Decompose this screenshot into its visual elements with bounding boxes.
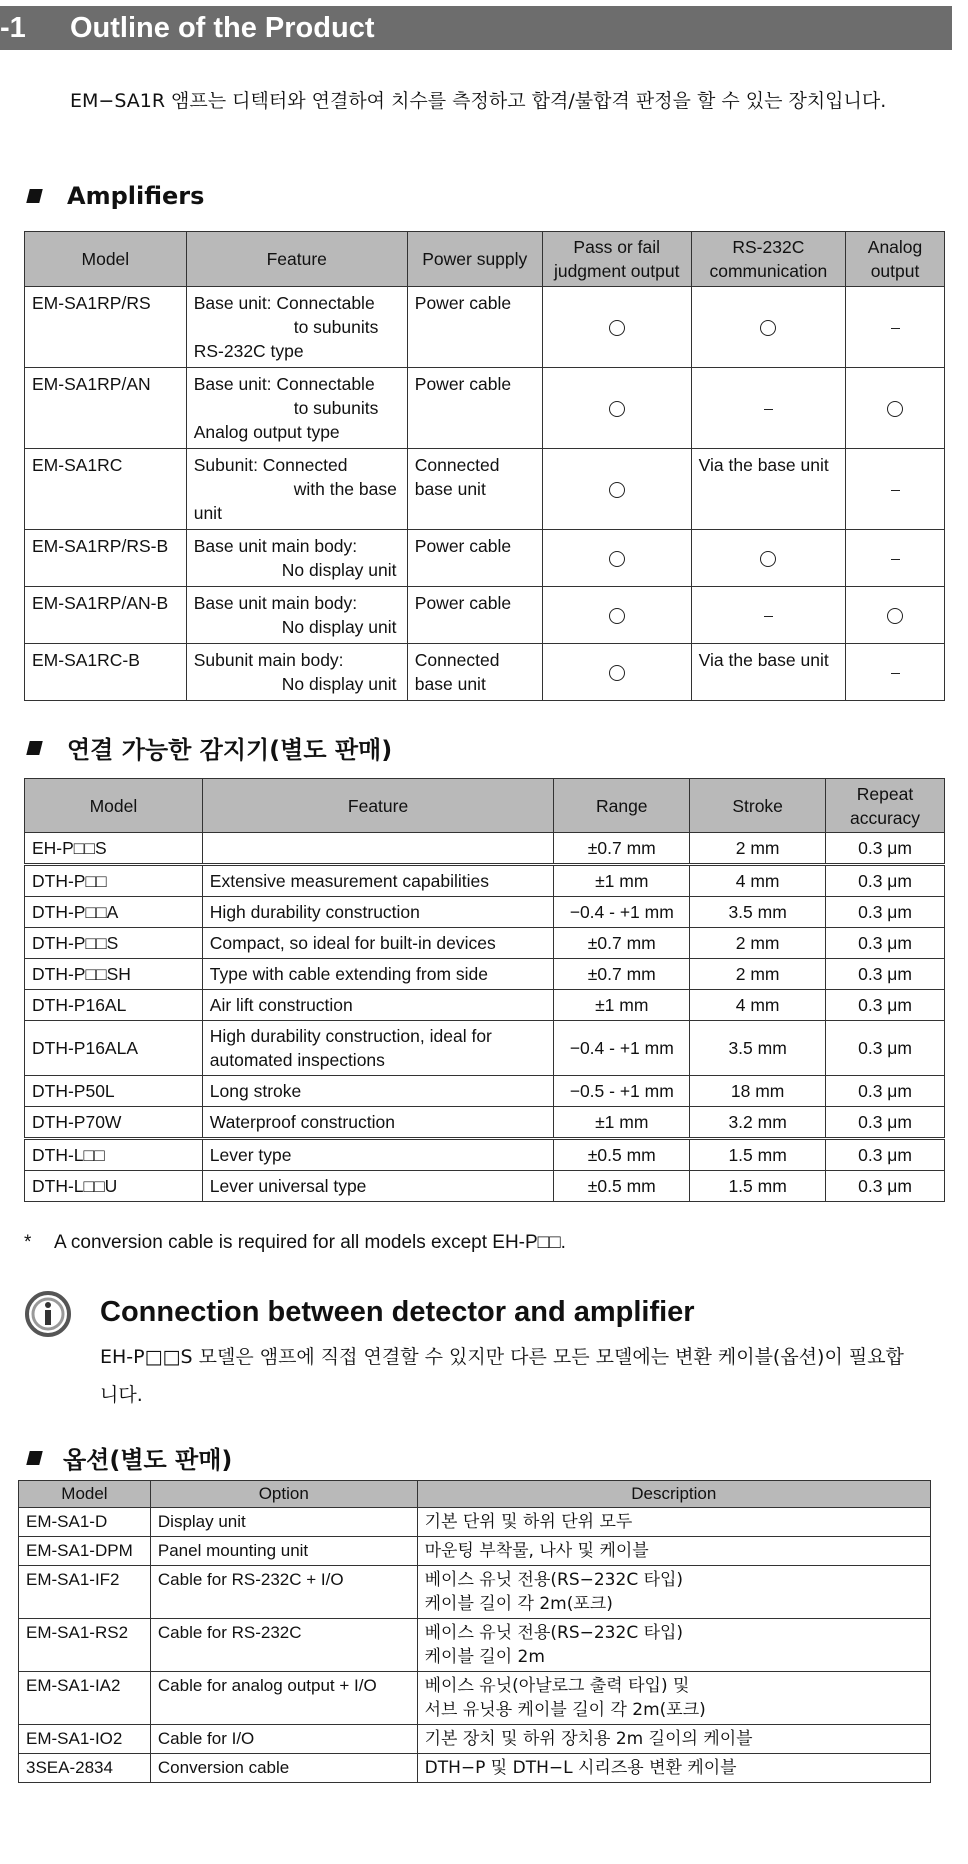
feature-cell: High durability construction, ideal for automated inspections <box>202 1021 554 1076</box>
dash-mark-icon <box>764 409 773 410</box>
table-row <box>25 1107 945 1139</box>
feature-sub: No display unit <box>281 617 397 637</box>
feature-cell <box>202 833 554 865</box>
accuracy-cell: 0.3 μm <box>826 1107 945 1139</box>
accuracy-cell: 0.3 μm <box>826 928 945 959</box>
table-row <box>25 530 945 587</box>
accuracy-cell: 0.3 μm <box>826 1171 945 1202</box>
sensors-heading <box>28 730 392 765</box>
column-header: Stroke <box>690 779 826 833</box>
feature-cell: Lever type <box>202 1139 554 1171</box>
pass-fail-cell <box>542 287 691 368</box>
dash-mark-icon <box>891 673 900 674</box>
description-line: 기본 장치 및 하위 장치용 2m 길이의 케이블 <box>424 1729 753 1749</box>
range-cell: ±1 mm <box>554 1107 690 1139</box>
power-cell: Power cable <box>407 287 542 368</box>
circle-mark-icon <box>609 320 625 336</box>
accuracy-cell: 0.3 μm <box>826 865 945 897</box>
accuracy-cell: 0.3 μm <box>826 897 945 928</box>
rs232-cell <box>691 587 845 644</box>
analog-cell <box>846 644 945 701</box>
feature-main: Base unit: Connectable <box>193 374 375 394</box>
option-cell: Conversion cable <box>150 1754 417 1783</box>
info-icon <box>24 1290 72 1338</box>
stroke-cell: 1.5 mm <box>690 1171 826 1202</box>
table-row <box>25 928 945 959</box>
accuracy-cell: 0.3 μm <box>826 1139 945 1171</box>
feature-extra: Analog output type <box>193 422 340 442</box>
section-header <box>0 6 952 50</box>
feature-sub: to subunits <box>293 317 379 337</box>
accuracy-cell: 0.3 μm <box>826 990 945 1021</box>
rs232-cell: Via the base unit <box>691 449 845 530</box>
dash-mark-icon <box>764 616 773 617</box>
model-cell: EM-SA1-IA2 <box>19 1672 151 1725</box>
column-header: Power supply <box>407 232 542 287</box>
description-line: 케이블 길이 2m <box>424 1647 545 1667</box>
feature-main: Base unit main body: <box>193 593 358 613</box>
table-row <box>19 1566 931 1619</box>
table-row <box>25 368 945 449</box>
feature-cell: Long stroke <box>202 1076 554 1107</box>
option-cell: Cable for analog output + I/O <box>150 1672 417 1725</box>
description-cell <box>417 1725 930 1754</box>
analog-cell <box>846 587 945 644</box>
circle-mark-icon <box>609 665 625 681</box>
model-cell: DTH-P16ALA <box>25 1021 203 1076</box>
model-cell: DTH-L□□ <box>25 1139 203 1171</box>
table-header-row <box>19 1481 931 1508</box>
circle-mark-icon <box>760 551 776 567</box>
model-cell: EM-SA1-RS2 <box>19 1619 151 1672</box>
analog-cell <box>846 368 945 449</box>
table-row <box>25 990 945 1021</box>
table-row <box>19 1508 931 1537</box>
model-cell: 3SEA-2834 <box>19 1754 151 1783</box>
column-header: Analog output <box>846 232 945 287</box>
circle-mark-icon <box>609 482 625 498</box>
description-cell <box>417 1508 930 1537</box>
model-cell: EM-SA1RP/RS-B <box>25 530 187 587</box>
option-cell: Cable for RS-232C <box>150 1619 417 1672</box>
feature-sub: with the base <box>293 479 397 499</box>
feature-cell: Air lift construction <box>202 990 554 1021</box>
accuracy-cell: 0.3 μm <box>826 959 945 990</box>
table-row <box>25 449 945 530</box>
pass-fail-cell <box>542 644 691 701</box>
table-header-row <box>25 779 945 833</box>
range-cell: ±0.7 mm <box>554 959 690 990</box>
stroke-cell: 3.5 mm <box>690 1021 826 1076</box>
model-cell: EM-SA1-DPM <box>19 1537 151 1566</box>
table-row <box>25 587 945 644</box>
column-header: Model <box>25 232 187 287</box>
options-heading <box>28 1440 232 1475</box>
range-cell: ±1 mm <box>554 865 690 897</box>
column-header: Repeat accuracy <box>826 779 945 833</box>
pass-fail-cell <box>542 449 691 530</box>
column-header: Range <box>554 779 690 833</box>
footnote <box>24 1232 566 1254</box>
power-cell: Connected base unit <box>407 449 542 530</box>
amplifiers-heading-text: Amplifiers <box>67 182 205 210</box>
stroke-cell: 1.5 mm <box>690 1139 826 1171</box>
model-cell: DTH-L□□U <box>25 1171 203 1202</box>
bullet-square-icon <box>26 741 42 755</box>
pass-fail-cell <box>542 368 691 449</box>
circle-mark-icon <box>609 608 625 624</box>
circle-mark-icon <box>887 608 903 624</box>
description-line: 케이블 길이 각 2m(포크) <box>424 1594 613 1614</box>
model-cell: EM-SA1-D <box>19 1508 151 1537</box>
model-cell: EM-SA1RC <box>25 449 187 530</box>
description-cell <box>417 1537 930 1566</box>
feature-cell: Waterproof construction <box>202 1107 554 1139</box>
column-header: Description <box>417 1481 930 1508</box>
option-cell: Panel mounting unit <box>150 1537 417 1566</box>
power-cell: Power cable <box>407 587 542 644</box>
table-row <box>19 1672 931 1725</box>
model-cell: DTH-P16AL <box>25 990 203 1021</box>
description-line: 베이스 유닛(아날로그 출력 타입) 및 <box>424 1676 690 1696</box>
option-cell: Cable for I/O <box>150 1725 417 1754</box>
feature-cell: Type with cable extending from side <box>202 959 554 990</box>
pass-fail-cell <box>542 587 691 644</box>
footnote-mark: * <box>24 1232 32 1253</box>
accuracy-cell: 0.3 μm <box>826 1021 945 1076</box>
column-header: Model <box>25 779 203 833</box>
option-cell: Cable for RS-232C + I/O <box>150 1566 417 1619</box>
feature-extra: RS-232C type <box>193 341 304 361</box>
table-row <box>25 1021 945 1076</box>
accuracy-cell: 0.3 μm <box>826 833 945 865</box>
description-line: 베이스 유닛 전용(RS−232C 타입) <box>424 1623 684 1643</box>
table-row <box>25 959 945 990</box>
feature-cell <box>186 449 407 530</box>
amplifiers-heading <box>28 182 204 210</box>
model-cell: DTH-P□□A <box>25 897 203 928</box>
amplifiers-table <box>24 231 945 701</box>
feature-main: Base unit: Connectable <box>193 293 375 313</box>
feature-main: Subunit: Connected <box>193 455 348 475</box>
model-cell: EM-SA1RP/AN <box>25 368 187 449</box>
section-number: -1 <box>0 12 26 44</box>
column-header: Feature <box>186 232 407 287</box>
stroke-cell: 3.5 mm <box>690 897 826 928</box>
rs232-cell: Via the base unit <box>691 644 845 701</box>
analog-cell <box>846 449 945 530</box>
feature-cell: High durability construction <box>202 897 554 928</box>
model-cell: EM-SA1-IF2 <box>19 1566 151 1619</box>
stroke-cell: 2 mm <box>690 959 826 990</box>
feature-cell <box>186 530 407 587</box>
info-title: Connection between detector and amplifier <box>100 1296 695 1328</box>
description-line: 기본 단위 및 하위 단위 모두 <box>424 1512 633 1532</box>
range-cell: ±0.5 mm <box>554 1171 690 1202</box>
model-cell: DTH-P□□SH <box>25 959 203 990</box>
model-cell: EM-SA1RC-B <box>25 644 187 701</box>
stroke-cell: 4 mm <box>690 865 826 897</box>
options-table <box>18 1480 931 1783</box>
range-cell: −0.4 - +1 mm <box>554 1021 690 1076</box>
range-cell: ±1 mm <box>554 990 690 1021</box>
stroke-cell: 3.2 mm <box>690 1107 826 1139</box>
table-row <box>19 1754 931 1783</box>
dash-mark-icon <box>891 559 900 560</box>
feature-cell <box>186 644 407 701</box>
model-cell: DTH-P50L <box>25 1076 203 1107</box>
feature-cell: Extensive measurement capabilities <box>202 865 554 897</box>
description-cell <box>417 1566 930 1619</box>
option-cell: Display unit <box>150 1508 417 1537</box>
description-line: DTH−P 및 DTH−L 시리즈용 변환 케이블 <box>424 1758 737 1778</box>
feature-cell <box>186 287 407 368</box>
circle-mark-icon <box>609 401 625 417</box>
rs232-cell <box>691 287 845 368</box>
description-line: 서브 유닛용 케이블 길이 각 2m(포크) <box>424 1700 706 1720</box>
feature-main: Subunit main body: <box>193 650 344 670</box>
table-row <box>19 1725 931 1754</box>
feature-cell: Lever universal type <box>202 1171 554 1202</box>
table-header-row <box>25 232 945 287</box>
circle-mark-icon <box>887 401 903 417</box>
description-cell <box>417 1619 930 1672</box>
rs232-cell <box>691 368 845 449</box>
description-line: 베이스 유닛 전용(RS−232C 타입) <box>424 1570 684 1590</box>
stroke-cell: 18 mm <box>690 1076 826 1107</box>
footnote-text: A conversion cable is required for all models except EH-P□□. <box>54 1232 566 1253</box>
feature-sub: No display unit <box>281 674 397 694</box>
info-text: EH-P□□S 모델은 앰프에 직접 연결할 수 있지만 다른 모든 모델에는 변환 케이블(옵션)이 필요합니다. <box>100 1346 904 1406</box>
table-row <box>25 287 945 368</box>
stroke-cell: 4 mm <box>690 990 826 1021</box>
table-row <box>25 897 945 928</box>
power-cell: Power cable <box>407 530 542 587</box>
analog-cell <box>846 287 945 368</box>
description-line: 마운팅 부착물, 나사 및 케이블 <box>424 1541 649 1561</box>
accuracy-cell: 0.3 μm <box>826 1076 945 1107</box>
column-header: Pass or fail judgment output <box>542 232 691 287</box>
range-cell: −0.4 - +1 mm <box>554 897 690 928</box>
table-row <box>25 833 945 865</box>
dash-mark-icon <box>891 328 900 329</box>
power-cell: Connected base unit <box>407 644 542 701</box>
table-row <box>19 1619 931 1672</box>
feature-sub: No display unit <box>281 560 397 580</box>
feature-sub: to subunits <box>293 398 379 418</box>
model-cell: DTH-P□□ <box>25 865 203 897</box>
column-header: Option <box>150 1481 417 1508</box>
model-cell: EM-SA1RP/RS <box>25 287 187 368</box>
feature-cell <box>186 587 407 644</box>
rs232-cell <box>691 530 845 587</box>
sensors-table <box>24 778 945 1202</box>
model-cell: DTH-P70W <box>25 1107 203 1139</box>
column-header: Feature <box>202 779 554 833</box>
column-header: RS-232C communication <box>691 232 845 287</box>
dash-mark-icon <box>891 490 900 491</box>
feature-cell: Compact, so ideal for built-in devices <box>202 928 554 959</box>
sensors-heading-text: 연결 가능한 감지기(별도 판매) <box>67 736 393 764</box>
stroke-cell: 2 mm <box>690 833 826 865</box>
bullet-square-icon <box>26 1451 42 1465</box>
range-cell: −0.5 - +1 mm <box>554 1076 690 1107</box>
section-title: Outline of the Product <box>70 12 375 44</box>
range-cell: ±0.5 mm <box>554 1139 690 1171</box>
range-cell: ±0.7 mm <box>554 928 690 959</box>
bullet-square-icon <box>26 189 42 203</box>
table-row <box>25 865 945 897</box>
stroke-cell: 2 mm <box>690 928 826 959</box>
pass-fail-cell <box>542 530 691 587</box>
model-cell: DTH-P□□S <box>25 928 203 959</box>
model-cell: EM-SA1RP/AN-B <box>25 587 187 644</box>
intro-paragraph: EM−SA1R 앰프는 디텍터와 연결하여 치수를 측정하고 합격/불합격 판정을 할 수 있는 장치입니다. <box>70 90 887 112</box>
description-cell <box>417 1672 930 1725</box>
circle-mark-icon <box>760 320 776 336</box>
options-heading-text: 옵션(별도 판매) <box>63 1446 233 1474</box>
description-cell <box>417 1754 930 1783</box>
range-cell: ±0.7 mm <box>554 833 690 865</box>
table-row <box>25 644 945 701</box>
feature-cell <box>186 368 407 449</box>
table-row <box>25 1171 945 1202</box>
model-cell: EM-SA1-IO2 <box>19 1725 151 1754</box>
table-row <box>25 1139 945 1171</box>
table-row <box>19 1537 931 1566</box>
circle-mark-icon <box>609 551 625 567</box>
column-header: Model <box>19 1481 151 1508</box>
analog-cell <box>846 530 945 587</box>
model-cell: EH-P□□S <box>25 833 203 865</box>
table-row <box>25 1076 945 1107</box>
feature-main: Base unit main body: <box>193 536 358 556</box>
power-cell: Power cable <box>407 368 542 449</box>
feature-extra: unit <box>193 503 222 523</box>
